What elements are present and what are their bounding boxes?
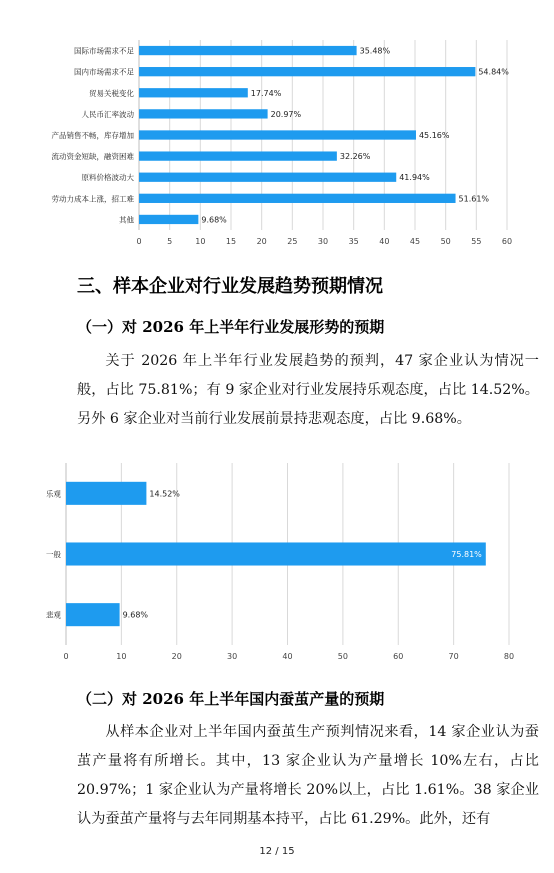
x-tick-label: 20 (171, 652, 182, 661)
x-tick-label: 40 (379, 237, 390, 246)
x-tick-label: 60 (501, 237, 513, 246)
category-label: 乐观 (46, 489, 61, 499)
x-tick-label: 0 (136, 237, 142, 246)
x-tick-label: 50 (440, 237, 451, 246)
data-label: 35.48% (359, 46, 391, 56)
bar (139, 109, 268, 118)
category-label: 劳动力成本上涨，招工难 (51, 194, 134, 204)
category-label: 产品销售不畅，库存增加 (51, 131, 134, 140)
chart-problems-svg (0, 38, 554, 260)
data-label: 41.94% (399, 173, 430, 183)
data-label: 54.84% (478, 67, 509, 77)
subsection-title-2: （二）对 2026 年上半年国内蚕茧产量的预期 (77, 690, 385, 708)
data-label: 51.61% (458, 194, 490, 204)
bar (139, 151, 337, 160)
data-label: 45.16% (418, 131, 450, 140)
x-tick-label: 70 (448, 652, 459, 661)
x-tick-label: 10 (116, 652, 127, 661)
x-tick-label: 60 (393, 652, 404, 661)
bar (139, 215, 198, 224)
bar (139, 88, 248, 97)
subsection-title-1: （一）对 2026 年上半年行业发展形势的预期 (77, 318, 385, 336)
bar (139, 194, 456, 203)
x-tick-label: 30 (317, 237, 329, 246)
section-title: 三、样本企业对行业发展趋势预期情况 (77, 276, 383, 297)
x-tick-label: 15 (225, 237, 237, 246)
paragraph-1: 关于 2026 年上半年行业发展趋势的预判，47 家企业认为情况一般，占比 75.81%；有 9 家企业对行业发展持乐观态度，占比 14.52%。另外 6 家企业对当前行业发展前景持悲观态度，占比 9.68%。 (77, 353, 539, 427)
x-tick-label: 30 (227, 652, 238, 661)
bar (139, 67, 475, 76)
page-number: 12 / 15 (259, 846, 295, 857)
chart-outlook (0, 458, 554, 670)
category-label: 原料价格波动大 (81, 173, 134, 183)
x-tick-label: 35 (348, 237, 359, 246)
chart-outlook-svg (0, 458, 554, 670)
data-label: 32.26% (339, 152, 371, 162)
data-label: 14.52% (149, 489, 180, 499)
category-label: 国内市场需求不足 (74, 67, 134, 77)
category-label: 国际市场需求不足 (74, 46, 134, 56)
category-label: 一般 (46, 550, 61, 559)
category-label: 人民币汇率波动 (81, 109, 134, 119)
category-label: 其他 (119, 215, 134, 225)
x-tick-label: 0 (63, 652, 69, 661)
bar (66, 542, 486, 565)
x-tick-label: 20 (256, 237, 267, 246)
data-label: 75.81% (451, 550, 482, 559)
chart-problems (0, 38, 554, 260)
x-tick-label: 50 (337, 652, 348, 661)
x-tick-label: 5 (167, 237, 173, 246)
bar (139, 173, 396, 182)
category-label: 贸易关税变化 (89, 88, 134, 98)
bar (139, 46, 357, 55)
data-label: 17.74% (250, 88, 282, 98)
bar (66, 482, 146, 505)
x-tick-label: 55 (471, 237, 482, 246)
bar (139, 130, 416, 139)
bar (66, 603, 120, 626)
x-tick-label: 80 (503, 652, 515, 661)
x-tick-label: 25 (287, 237, 298, 246)
paragraph-2: 从样本企业对上半年国内蚕茧生产预判情况来看，14 家企业认为蚕茧产量将有所增长。其中，13 家企业认为产量增长 10%左右，占比 20.97%；1 家企业认为产量将增长 20%以上，占比 1.61%。38 家企业认为蚕茧产量将与去年同期基本持平，占比 61.29%。此外，还有 (77, 724, 539, 827)
x-tick-label: 45 (409, 237, 421, 246)
data-label: 20.97% (270, 109, 302, 119)
category-label: 流动资金短缺，融资困难 (51, 152, 134, 162)
category-label: 悲观 (46, 610, 61, 620)
x-tick-label: 40 (282, 652, 293, 661)
x-tick-label: 10 (195, 237, 206, 246)
data-label: 9.68% (201, 215, 227, 225)
data-label: 9.68% (122, 610, 149, 620)
